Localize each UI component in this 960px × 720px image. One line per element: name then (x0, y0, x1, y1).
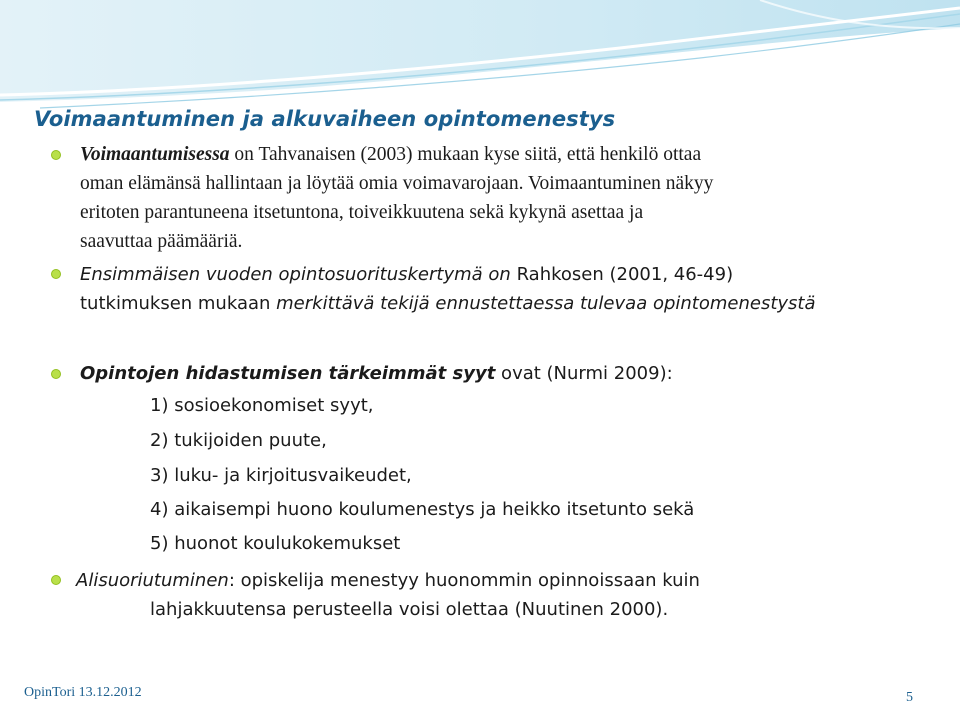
footer-text: OpinTori 13.12.2012 (24, 685, 142, 700)
bullet3-text: ovat (Nurmi 2009): (495, 363, 673, 384)
page-number: 5 (906, 690, 913, 705)
bullet-icon (51, 269, 61, 279)
bullet1-line1-text: on Tahvanaisen (2003) mukaan kyse siitä, että henkilö ottaa (229, 144, 702, 165)
bullet3-term: Opintojen hidastumisen tärkeimmät syyt (80, 363, 496, 384)
bullet1-line4: saavuttaa päämääriä. (80, 231, 243, 252)
bullet1-term: Voimaantumisessa (80, 144, 230, 165)
bullet1-line3: eritoten parantuneena itsetuntona, toiveikkuutena sekä kykynä asettaa ja (80, 202, 644, 223)
header-wave-decoration (0, 0, 960, 110)
bullet3-heading (80, 359, 673, 388)
bullet-icon (51, 369, 61, 379)
list-item: 5) huonot koulukokemukset (150, 533, 401, 554)
list-item: 3) luku- ja kirjoitusvaikeudet, (150, 465, 412, 486)
bullet2-line2-italic: merkittävä tekijä ennustettaessa tulevaa opintomenestystä (276, 293, 816, 314)
bullet1-line1 (80, 140, 701, 170)
bullet-icon (51, 575, 61, 585)
bullet2-term: Ensimmäisen vuoden opintosuorituskertymä (80, 264, 483, 285)
list-item: 2) tukijoiden puute, (150, 430, 327, 451)
bullet2-on: on (482, 264, 517, 285)
bullet2-line2-text: tutkimuksen mukaan (80, 293, 277, 314)
bullet4-term: Alisuoriutuminen (76, 570, 229, 591)
bullet2-line1-text: Rahkosen (2001, 46-49) (516, 264, 734, 285)
list-item: 1) sosioekonomiset syyt, (150, 395, 374, 416)
slide-title: Voimaantuminen ja alkuvaiheen opintomenestys (34, 107, 616, 131)
bullet4-line2: lahjakkuutensa perusteella voisi olettaa (Nuutinen 2000). (150, 599, 669, 620)
bullet4-line1 (76, 566, 700, 595)
bullet2-line1 (80, 260, 733, 289)
list-item: 4) aikaisempi huono koulumenestys ja heikko itsetunto sekä (150, 499, 695, 520)
bullet2-line2 (80, 289, 816, 318)
bullet1-line2: oman elämänsä hallintaan ja löytää omia voimavarojaan. Voimaantuminen näkyy (80, 173, 714, 194)
bullet-icon (51, 150, 61, 160)
bullet4-line1-text: : opiskelija menestyy huonommin opinnoissaan kuin (228, 570, 700, 591)
